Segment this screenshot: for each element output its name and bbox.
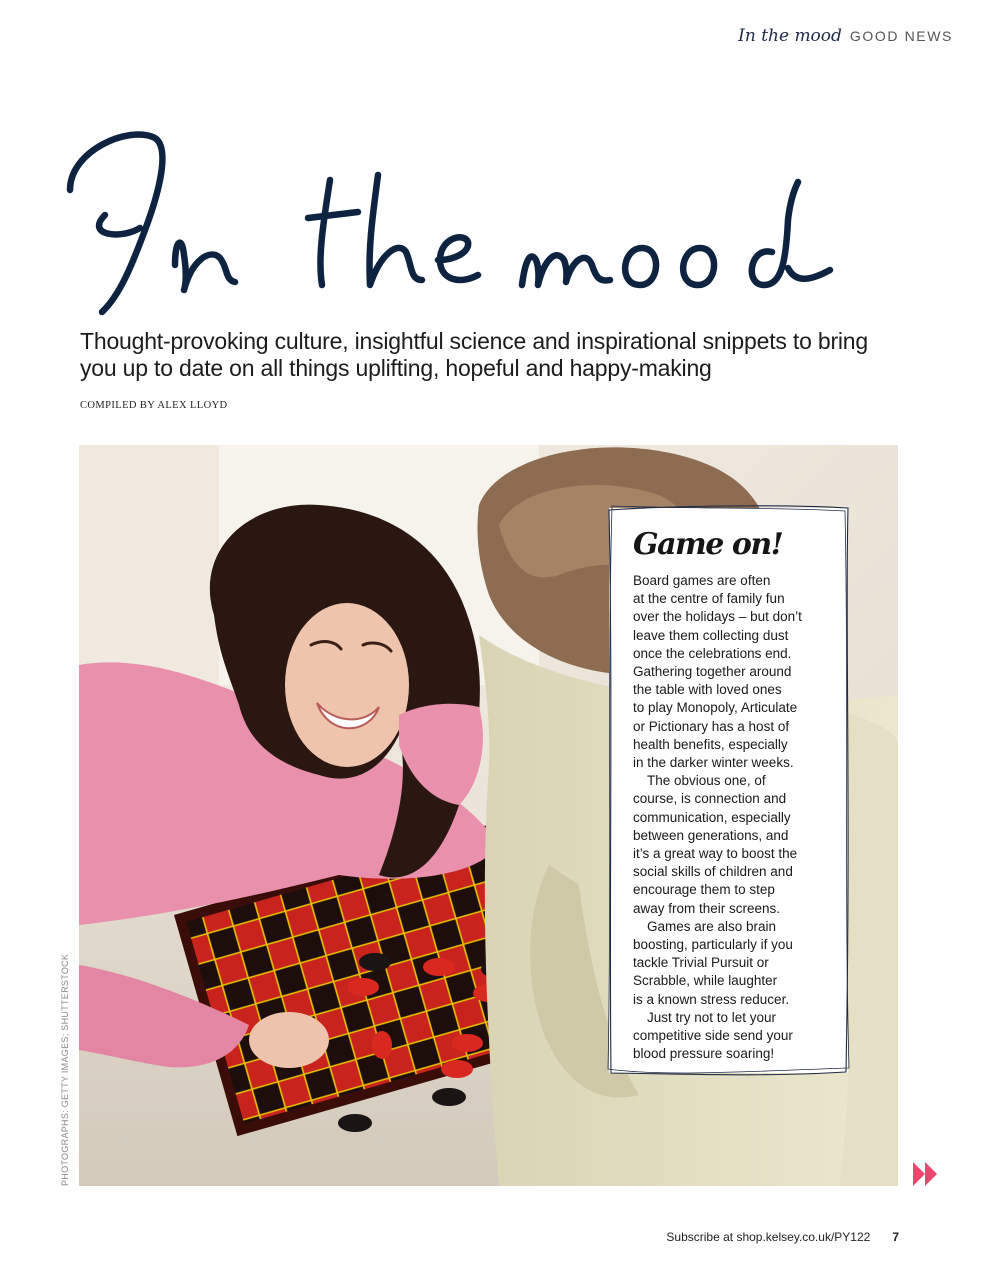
masthead-script-lettering [60, 120, 850, 325]
running-head-section: GOOD NEWS [849, 28, 953, 44]
sidebar-box [609, 508, 848, 1073]
sidebar-title: Game on! [633, 527, 783, 562]
standfirst: Thought-provoking culture, insightful science and inspirational snippets to bring you up to date on all things uplifting, hopeful and happy-making [80, 328, 868, 381]
sidebar-body [633, 572, 833, 1063]
sidebar-paragraph: Just try not to let your competitive side send your blood pressure soaring! [633, 1009, 793, 1062]
masthead-title [60, 120, 850, 325]
sidebar-paragraph: Games are also brain boosting, particularly if you tackle Trivial Pursuit or Scrabble, while laughter is a known stress reducer. [633, 918, 793, 1007]
running-head [738, 26, 953, 46]
byline: COMPILED BY ALEX LLOYD [80, 400, 228, 411]
subscribe-link[interactable]: Subscribe at shop.kelsey.co.uk/PY122 [666, 1230, 871, 1244]
running-head-script-label: In the mood [738, 26, 842, 46]
photo-credit: PHOTOGRAPHS: GETTY IMAGES; SHUTTERSTOCK [60, 953, 70, 1186]
page-number: 7 [892, 1230, 899, 1244]
sidebar-paragraph: The obvious one, of course, is connection and communication, especially between generations, and it’s a great way to boost the social skills of children and encourage them to step away from their screens. [633, 773, 798, 916]
continue-arrows-icon[interactable] [911, 1160, 941, 1188]
sidebar-paragraph: Board games are often at the centre of family fun over the holidays – but don’t leave them collecting dust once the celebrations end. Gathering together around the table with loved ones to play Monopoly, Articulate or Pictionary has a host of health benefits, especially in the darker winter weeks. [633, 573, 802, 771]
sidebar-content [633, 528, 833, 1063]
page-footer [666, 1230, 899, 1244]
